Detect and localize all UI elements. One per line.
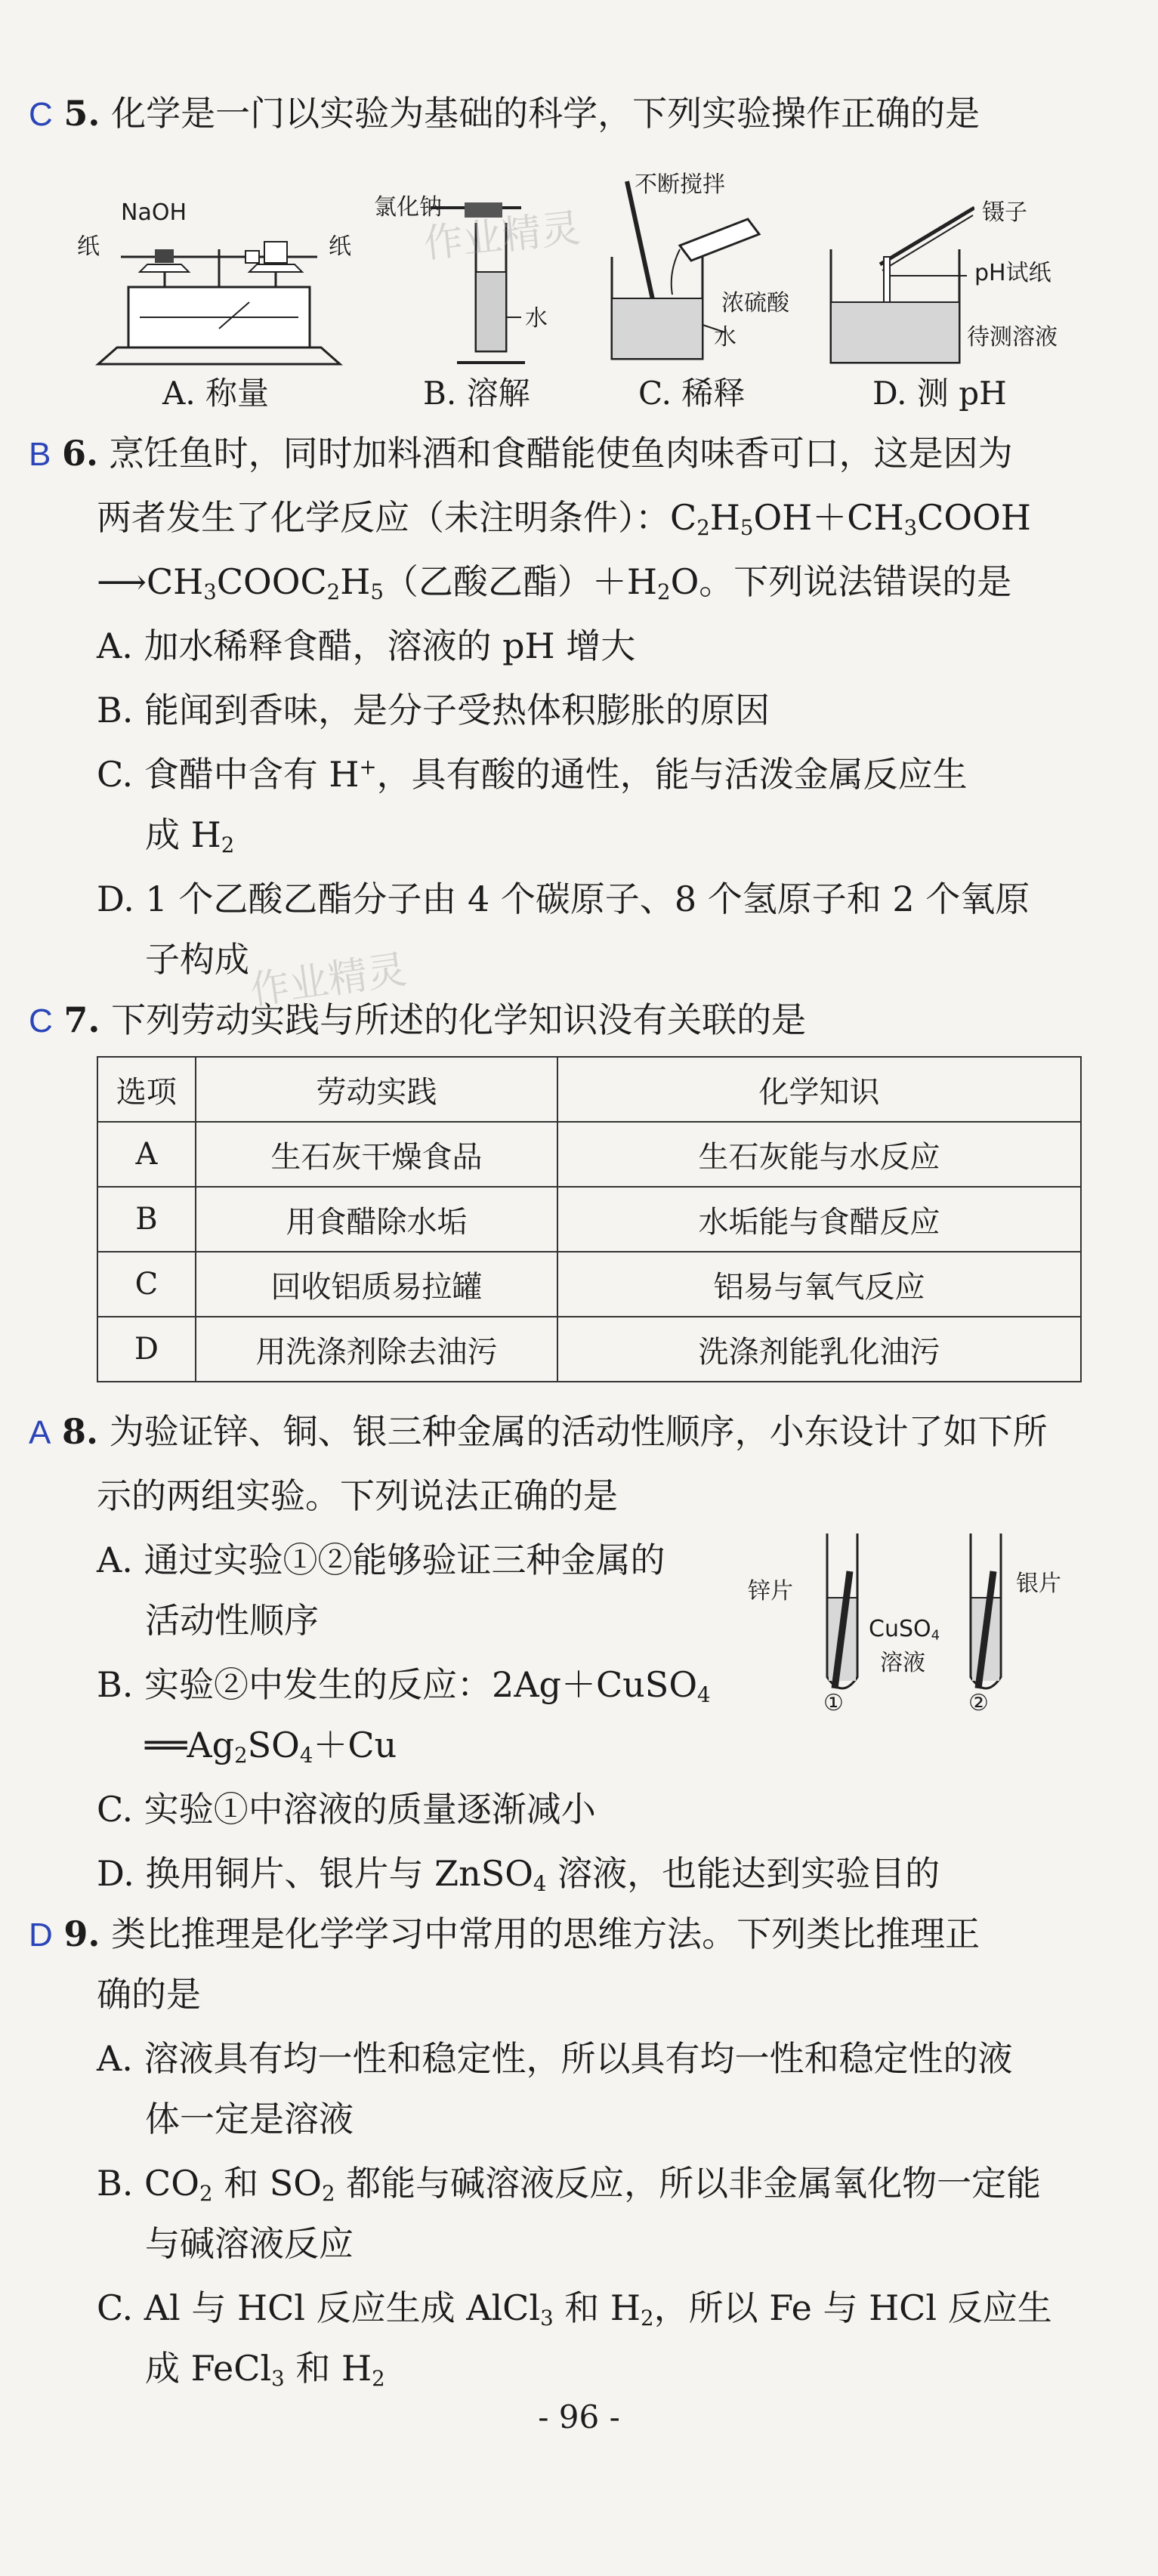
naoh-label: NaOH	[121, 199, 187, 226]
table-cell: 水垢能与食醋反应	[557, 1187, 1081, 1252]
table-cell: 用食醋除水垢	[196, 1187, 557, 1252]
q9-option-c-l2: 成 FeCl$_3$ 和 $H_2$	[145, 2348, 385, 2391]
table-header-row	[97, 1057, 1081, 1122]
header-knowledge: 化学知识	[557, 1057, 1081, 1122]
q9-option-c-l1: C. Al 与 HCl 反应生成 AlCl$_3$ 和 $H_2$，所以 Fe 与 HCl 反应生	[97, 2287, 1052, 2330]
q6-number: 6.	[61, 433, 99, 474]
table-cell: C	[97, 1252, 196, 1317]
q9-option-a-l1: A. 溶液具有均一性和稳定性，所以具有均一性和稳定性的液	[97, 2038, 1013, 2079]
table-cell: B	[97, 1187, 196, 1252]
table-row	[97, 1252, 1081, 1317]
q6-stem-l3: $⟶CH_3COOC_2H_5$（乙酸乙酯）$+H_2O$。下列说法错误的是	[97, 561, 1012, 604]
q7-answer-mark: C	[29, 1002, 53, 1039]
paper-left-label: 纸	[77, 233, 100, 260]
tube-2-label: ②	[968, 1690, 989, 1716]
q6-option-a: A. 加水稀释食醋，溶液的 pH 增大	[97, 625, 636, 666]
page-number: - 96 -	[538, 2398, 620, 2435]
q8-option-a-l2: 活动性顺序	[145, 1600, 319, 1641]
watermark-1: 作业精灵	[247, 947, 409, 1015]
zinc-label: 锌片	[748, 1578, 793, 1605]
tweezers-label: 镊子	[982, 199, 1027, 226]
stir-label: 不断搅拌	[635, 171, 725, 198]
cuso4-label: CuSO$_4$	[869, 1616, 940, 1644]
q8-answer-mark: A	[29, 1414, 51, 1451]
test-solution-label: 待测溶液	[967, 324, 1058, 351]
q6-option-d-l2: 子构成	[145, 939, 249, 980]
q8-stem-l1: 为验证锌、铜、银三种金属的活动性顺序，小东设计了如下所	[109, 1411, 1048, 1452]
caption-b: B. 溶解	[423, 375, 530, 412]
q6-stem-l1: 烹饪鱼时，同时加料酒和食醋能使鱼肉味香可口，这是因为	[109, 433, 1013, 474]
table-cell: 铝易与氧气反应	[557, 1252, 1081, 1317]
q7-stem: 下列劳动实践与所述的化学知识没有关联的是	[111, 999, 807, 1040]
tube-1-label: ①	[823, 1690, 844, 1716]
caption-d: D. 测 pH	[872, 375, 1007, 412]
header-practice: 劳动实践	[196, 1057, 557, 1122]
q8-option-d: D. 换用铜片、银片与 ZnSO$_4$ 溶液，也能达到实验目的	[97, 1853, 940, 1896]
ph-test-figure	[823, 189, 974, 370]
q6-answer-mark: B	[29, 436, 51, 473]
water-label-b: 水	[525, 305, 548, 332]
q7-number: 7.	[63, 999, 100, 1040]
q9-option-b-l2: 与碱溶液反应	[145, 2223, 354, 2264]
q8-option-a-l1: A. 通过实验①②能够验证三种金属的	[97, 1540, 665, 1580]
q9-stem-l1: 类比推理是化学学习中常用的思维方法。下列类比推理正	[111, 1913, 980, 1954]
table-cell: D	[97, 1317, 196, 1382]
q9-option-b-l1: B. $CO_2$ 和 $SO_2$ 都能与碱溶液反应，所以非金属氧化物一定能	[97, 2163, 1042, 2206]
table-cell: 生石灰能与水反应	[557, 1122, 1081, 1187]
header-option: 选项	[97, 1057, 196, 1122]
q8-option-b-l2: $══Ag_2SO_4+Cu$	[145, 1725, 397, 1768]
q8-option-c: C. 实验①中溶液的质量逐渐减小	[97, 1789, 596, 1830]
q9-option-a-l2: 体一定是溶液	[145, 2099, 354, 2139]
q6-option-c-l2: 成 $H_2$	[145, 814, 235, 857]
q9-answer-mark: D	[29, 1917, 53, 1954]
q6-option-c-l1: C. 食醋中含有 H+，具有酸的通性，能与活泼金属反应生	[97, 754, 968, 795]
q5-answer-mark: C	[29, 96, 53, 133]
water-label-c: 水	[714, 324, 736, 351]
caption-c: C. 稀释	[638, 375, 746, 412]
conc-acid-label: 浓硫酸	[721, 290, 789, 317]
q5-stem: 化学是一门以实验为基础的科学，下列实验操作正确的是	[111, 93, 980, 134]
caption-a: A. 称量	[162, 375, 270, 412]
q8-stem-l2: 示的两组实验。下列说法正确的是	[97, 1475, 618, 1516]
table-cell: 回收铝质易拉罐	[196, 1252, 557, 1317]
watermark-2: 作业精灵	[422, 205, 583, 267]
q8-option-b-l1: B. 实验②中发生的反应：2Ag＋CuSO$_4$	[97, 1664, 711, 1707]
q9-stem-line	[29, 1911, 980, 1958]
q6-option-d-l1: D. 1 个乙酸乙酯分子由 4 个碳原子、8 个氢原子和 2 个氧原	[97, 879, 1030, 919]
paper-right-label: 纸	[329, 233, 351, 260]
q5-number: 5.	[63, 93, 100, 134]
ph-paper-label: pH试纸	[974, 260, 1051, 286]
silver-label: 银片	[1016, 1571, 1061, 1597]
q6-stem-line	[29, 431, 1013, 477]
table-cell: 生石灰干燥食品	[196, 1122, 557, 1187]
q6-option-b: B. 能闻到香味，是分子受热体积膨胀的原因	[97, 690, 770, 730]
q9-number: 9.	[63, 1913, 100, 1954]
solution-label: 溶液	[880, 1650, 925, 1676]
table-cell: 洗涤剂能乳化油污	[557, 1317, 1081, 1382]
dilution-figure	[597, 171, 816, 370]
table-row	[97, 1187, 1081, 1252]
q5-stem-line	[29, 91, 980, 137]
q7-table	[97, 1056, 1082, 1382]
q7-stem-line	[29, 997, 806, 1044]
q9-stem-l2: 确的是	[97, 1974, 201, 2015]
balance-figure	[76, 196, 363, 370]
q8-stem-line	[29, 1409, 1048, 1456]
q8-number: 8.	[61, 1411, 99, 1452]
nacl-label: 氯化钠	[374, 194, 442, 221]
table-row	[97, 1122, 1081, 1187]
q6-stem-l2: 两者发生了化学反应（未注明条件）：$C_2H_5OH+CH_3COOH$	[97, 497, 1031, 540]
table-cell: 用洗涤剂除去油污	[196, 1317, 557, 1382]
table-cell: A	[97, 1122, 196, 1187]
table-row	[97, 1317, 1081, 1382]
